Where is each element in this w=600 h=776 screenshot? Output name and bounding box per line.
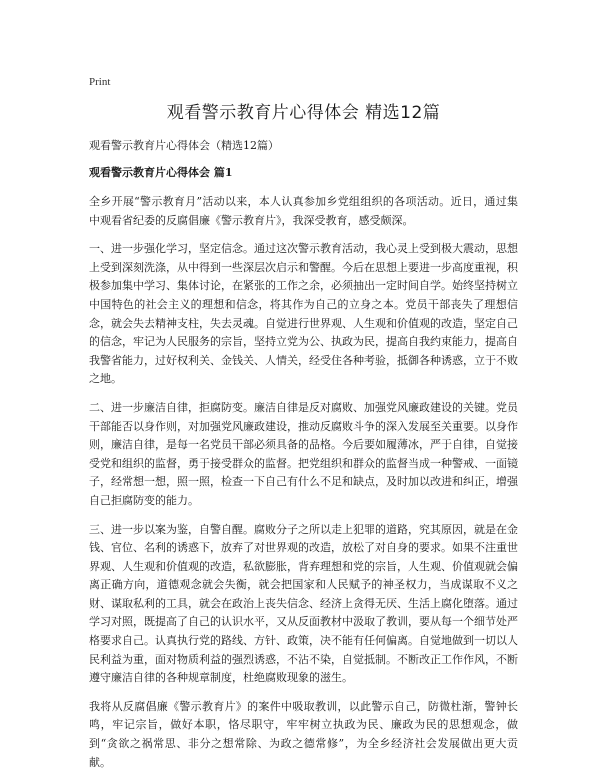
print-link[interactable]: Print bbox=[89, 76, 111, 88]
paragraph-point-3: 三、进一步以案为鉴，自警自醒。腐败分子之所以走上犯罪的道路，究其原因，就是在金钱、官位、名利的诱惑下，放弃了对世界观的改造，放松了对自身的要求。如果不注重世界观、人生观和价值观的改造，私欲膨胀，背弃理想和党的宗旨，人生观、价值观就会偏离正确方向，道德观念就会失衡，就会把国家和人民赋予的神圣权力，当成谋取不义之财、谋取私利的工具，就会在政治上丧失信念、经济上贪得无厌、生活上腐化堕落。通过学习对照，既提高了自己的认识水平，又从反面教材中汲取了教训，要从每一个细节处严格要求自己。认真执行党的路线、方针、政策，决不能有任何偏离。自觉地做到一切以人民利益为重，面对物质利益的强烈诱惑，不沾不染，自觉抵制。不断改正工作作风，不断遵守廉洁自律的各种规章制度，杜绝腐败现象的滋生。 bbox=[89, 522, 518, 685]
paragraph-point-1: 一、进一步强化学习，坚定信念。通过这次警示教育活动，我心灵上受到极大震动，思想上受到深刻洗涤，从中得到一些深层次启示和警醒。今后在思想上要进一步高度重视，积极参加集中学习、集体讨论，在紧张的工作之余，必须抽出一定时间自学。始终坚持树立中国特色的社会主义的理想和信念，将其作为自己的立身之本。党员干部丧失了理想信念，就会失去精神支柱，失去灵魂。自觉进行世界观、人生观和价值观的改造，坚定自己的信念，牢记为人民服务的宗旨，坚持立党为公、执政为民，提高自我约束能力，提高自我警省能力，过好权利关、金钱关、人情关，经受住各种考验，抵御各种诱惑，立于不败之地。 bbox=[89, 242, 518, 386]
document-title: 观看警示教育片心得体会 精选12篇 bbox=[166, 103, 441, 123]
paragraph-point-2: 二、进一步廉洁自律，拒腐防变。廉洁自律是反对腐败、加强党风廉政建设的关键。党员干部能否以身作则，对加强党风廉政建设，推动反腐败斗争的深入发展至关重要。以身作则，廉洁自律，是每一名党员干部必须具备的品格。今后要如履薄冰，严于自律，自觉接受党和组织的监督，勇于接受群众的监督。把党组织和群众的监督当成一种警戒、一面镜子，经常想一想，照一照，检查一下自己有什么不足和缺点，及时加以改进和纠正，增强自己拒腐防变的能力。 bbox=[89, 400, 518, 507]
document-subtitle: 观看警示教育片心得体会（精选12篇） bbox=[89, 139, 279, 152]
section-heading: 观看警示教育片心得体会 篇1 bbox=[89, 166, 233, 179]
paragraph-conclusion: 我将从反腐倡廉《警示教育片》的案件中吸取教训，以此警示自己，防微杜渐，警钟长鸣，牢记宗旨，做好本职，恪尽职守，牢牢树立执政为民、廉政为民的思想观念，做到“贪欲之祸常思、非分之想常除、为政之德常修”，为全乡经济社会发展做出更大贡献。 bbox=[89, 699, 518, 769]
paragraph-intro: 全乡开展“警示教育月”活动以来，本人认真参加乡党组组织的各项活动。近日，通过集中观看省纪委的反腐倡廉《警示教育片》，我深受教育，感受颇深。 bbox=[89, 195, 518, 227]
